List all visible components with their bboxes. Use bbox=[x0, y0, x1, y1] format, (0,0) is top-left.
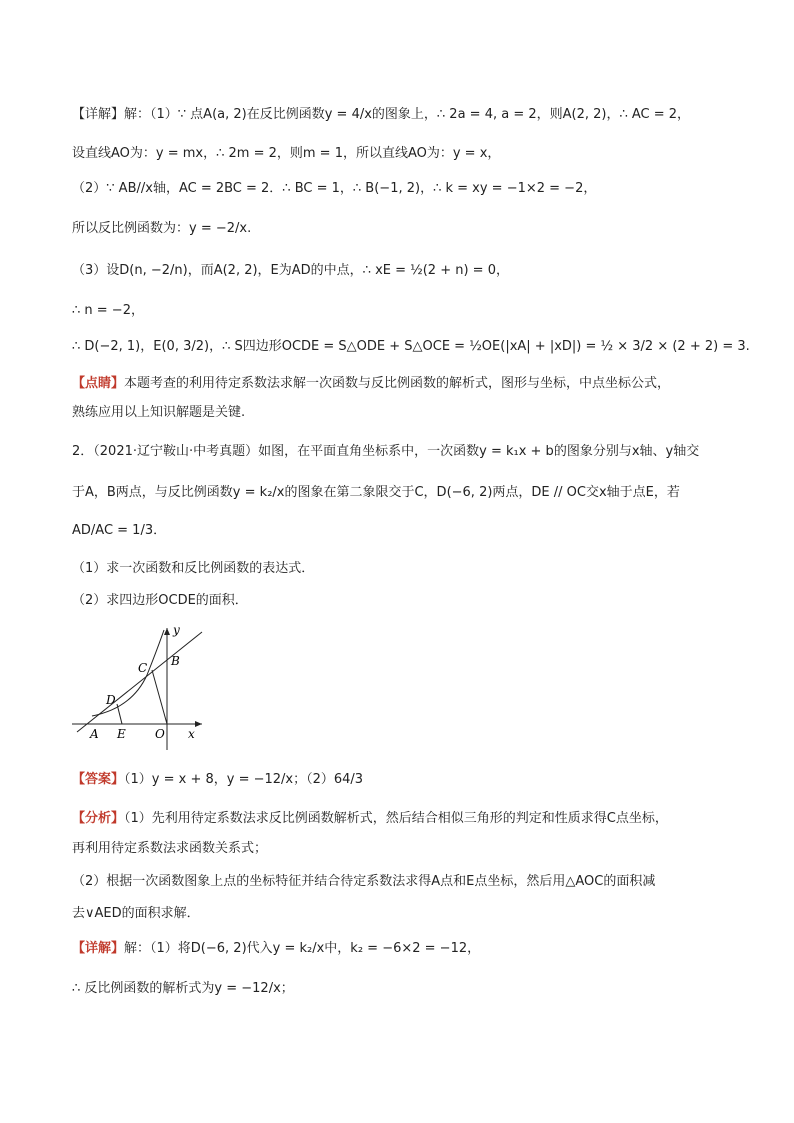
coordinate-figure bbox=[72, 620, 222, 755]
comment-label: 【点睛】 bbox=[72, 376, 125, 391]
problem2-line-1: 2．（2021·辽宁鞍山·中考真题）如图，在平面直角坐标系中，一次函数y = k₁x + b的图象分别与x轴、y轴交 bbox=[72, 444, 700, 459]
problem2-line-3: AD/AC = 1/3． bbox=[72, 523, 167, 538]
label-o: O bbox=[155, 727, 165, 741]
comment-line-1 bbox=[72, 375, 754, 393]
detail-line-7: ∴ D(−2, 1)，E(0, 3/2)，∴ S四边形OCDE = S△ODE + S△OCE = ½OE(|xA| + |xD|) = ½ × 3/2 × (2 + 2) = 3. bbox=[72, 339, 750, 354]
question-2: （2）求四边形OCDE的面积． bbox=[72, 593, 248, 608]
comment-text: 本题考查的利用待定系数法求解一次函数与反比例函数的解析式，图形与坐标，中点坐标公式， bbox=[124, 376, 671, 391]
detail2-line-2: ∴ 反比例函数的解析式为y = −12/x； bbox=[72, 981, 294, 996]
detail2-line-1 bbox=[72, 940, 754, 958]
label-e: E bbox=[117, 727, 126, 741]
detail-line-3: （2）∵ AB//x轴，AC = 2BC = 2．∴ BC = 1，∴ B(−1, 2)，∴ k = xy = −1×2 = −2， bbox=[72, 181, 597, 196]
label-d: D bbox=[106, 693, 116, 707]
label-c: C bbox=[138, 661, 148, 675]
analysis-text-1: （1）先利用待定系数法求反比例函数解析式，然后结合相似三角形的判定和性质求得C点坐标， bbox=[124, 811, 668, 826]
comment-line-2: 熟练应用以上知识解题是关键. bbox=[72, 405, 246, 420]
detail2-text-1: 解：（1）将D(−6, 2)代入y = k₂/x中，k₂ = −6×2 = −12， bbox=[124, 941, 481, 956]
label-b: B bbox=[171, 654, 180, 668]
x-axis-arrow bbox=[195, 721, 202, 727]
answer-line bbox=[72, 771, 754, 789]
detail-line-6: ∴ n = −2， bbox=[72, 303, 144, 318]
analysis-line-1 bbox=[72, 810, 754, 828]
problem2-line-2: 于A，B两点，与反比例函数y = k₂/x的图象在第二象限交于C，D(−6, 2)两点，DE // OC交x轴于点E，若 bbox=[72, 485, 680, 500]
answer-text: （1）y = x + 8，y = −12/x；（2）64/3 bbox=[124, 772, 364, 787]
label-x: x bbox=[188, 727, 195, 741]
question-1: （1）求一次函数和反比例函数的表达式． bbox=[72, 561, 315, 576]
answer-label: 【答案】 bbox=[72, 772, 125, 787]
detail-line-5: （3）设D(n, −2/n)，而A(2, 2)，E为AD的中点，∴ xE = ½(2 + n) = 0， bbox=[72, 263, 509, 278]
analysis-line-3: （2）根据一次函数图象上点的坐标特征并结合待定系数法求得A点和E点坐标，然后用△AOC的面积减 bbox=[72, 874, 656, 889]
y-axis-arrow bbox=[164, 628, 170, 635]
detail2-label: 【详解】 bbox=[72, 941, 125, 956]
segment-oc bbox=[152, 670, 167, 724]
label-y: y bbox=[173, 623, 180, 637]
analysis-line-4: 去∨AED的面积求解． bbox=[72, 906, 200, 921]
analysis-label: 【分析】 bbox=[72, 811, 125, 826]
line-ab bbox=[77, 632, 202, 732]
analysis-line-2: 再利用待定系数法求函数关系式； bbox=[72, 841, 268, 856]
detail-line-1: 【详解】解：（1）∵ 点A(a, 2)在反比例函数y = 4/x的图象上，∴ 2a = 4, a = 2，则A(2, 2)，∴ AC = 2， bbox=[72, 107, 691, 122]
segment-de bbox=[117, 704, 122, 724]
label-a: A bbox=[90, 727, 99, 741]
detail-line-2: 设直线AO为：y = mx，∴ 2m = 2，则m = 1，所以直线AO为：y = x， bbox=[72, 146, 501, 161]
detail-line-4: 所以反比例函数为：y = −2/x. bbox=[72, 221, 252, 236]
